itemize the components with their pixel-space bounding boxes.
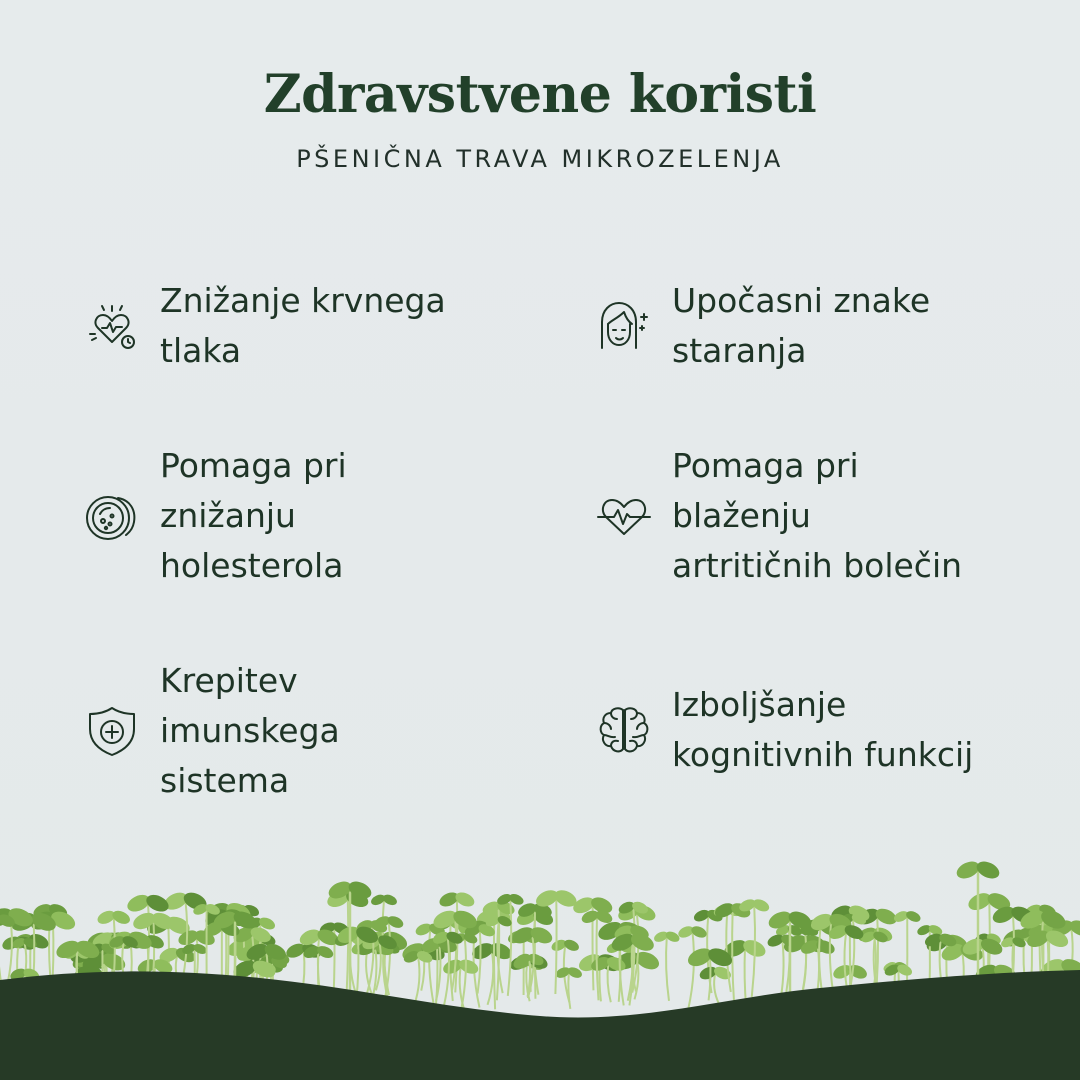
microgreens-ground — [0, 820, 1080, 1080]
sprout-stem — [714, 973, 719, 1004]
benefit-aging — [596, 276, 1042, 376]
page-title: Zdravstvene koristi — [263, 64, 817, 125]
sprout-stem — [488, 951, 494, 1005]
sprout-stem — [478, 930, 481, 993]
benefit-cognitive — [596, 680, 1042, 780]
dark-hill — [0, 970, 1080, 1080]
sprout-stem — [414, 957, 419, 1006]
benefit-immune — [84, 656, 530, 806]
sprout-leaf — [528, 924, 555, 946]
benefit-label: Znižanje krvnega tlaka — [160, 281, 446, 370]
benefit-blood-pressure — [84, 276, 530, 376]
page-subtitle: PŠENIČNA TRAVA MIKROZELENJA — [296, 145, 784, 173]
sprout-stem — [688, 932, 694, 1009]
cholesterol-coin-icon — [84, 488, 140, 544]
benefit-label: Izboljšanje kognitivnih funkcij — [672, 685, 974, 774]
sprout-stem — [568, 973, 570, 1009]
benefit-label: Pomaga pri blaženju artritičnih bolečin — [672, 446, 963, 585]
sprout-stem — [555, 898, 556, 994]
sprout-stem — [666, 937, 669, 1001]
benefit-arthritis — [596, 441, 1042, 591]
face-sparkle-icon — [596, 298, 652, 354]
benefit-label: Krepitev imunskega sistema — [160, 661, 340, 800]
heart-pulse-icon — [596, 488, 652, 544]
benefit-label: Upočasni znake staranja — [672, 281, 931, 370]
benefit-cholesterol — [84, 441, 530, 591]
heart-pressure-icon — [84, 298, 140, 354]
sprout-stem — [347, 899, 349, 993]
sprout-stem — [732, 910, 734, 1004]
benefit-label: Pomaga pri znižanju holesterola — [160, 446, 347, 585]
brain-icon — [596, 702, 652, 758]
shield-plus-icon — [84, 703, 140, 759]
